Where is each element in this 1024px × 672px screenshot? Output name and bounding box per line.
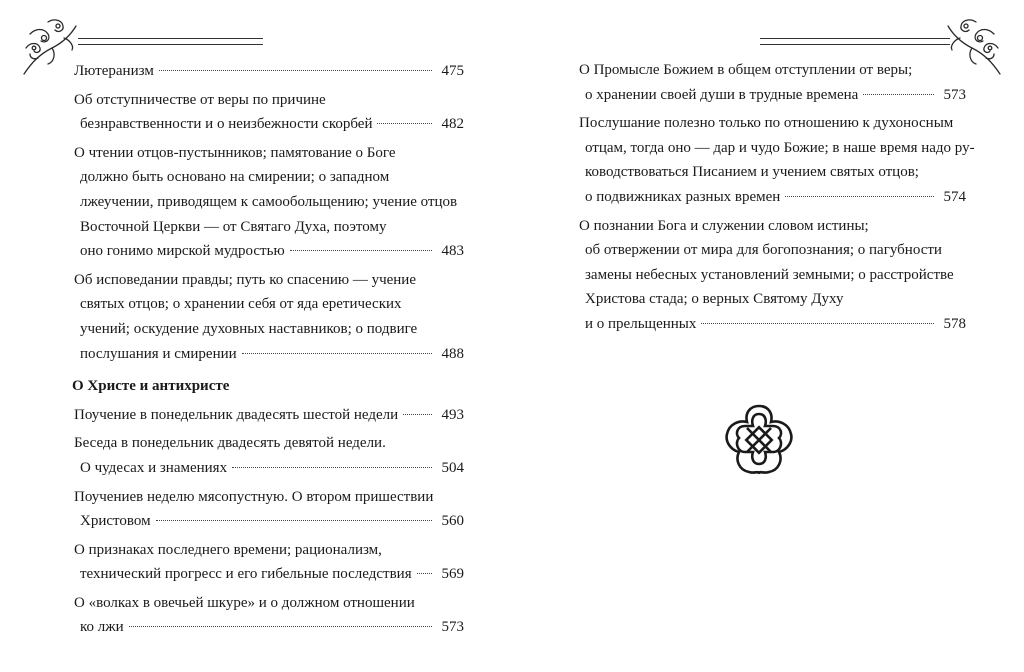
toc-entry[interactable] bbox=[74, 268, 464, 366]
page-number: 560 bbox=[441, 513, 464, 530]
toc-entry-last-line bbox=[74, 509, 464, 534]
dot-leader bbox=[129, 626, 432, 627]
toc-entry[interactable] bbox=[74, 591, 464, 640]
toc-entry-line: О «волках в овечьей шкуре» и о должном отношении bbox=[74, 594, 415, 611]
dot-leader bbox=[785, 196, 933, 197]
toc-entry-line: О познании Бога и служении словом истины; bbox=[579, 217, 869, 234]
toc-entry[interactable] bbox=[74, 538, 464, 587]
dot-leader bbox=[156, 520, 432, 521]
toc-entry-text: технический прогресс и его гибельные последствия bbox=[80, 566, 412, 583]
page-number: 493 bbox=[441, 406, 464, 423]
toc-entry-last-line bbox=[74, 239, 464, 264]
toc-entry-line: Христова стада; о верных Святому Духу bbox=[585, 291, 844, 308]
header-rule bbox=[760, 38, 950, 45]
toc-entry-last-line bbox=[74, 562, 464, 587]
toc-entry-line: Поучениев неделю мясопустную. О втором пришествии bbox=[74, 488, 434, 505]
dot-leader bbox=[863, 94, 933, 95]
section-title: О Христе и антихристе bbox=[72, 378, 230, 395]
toc-entry[interactable] bbox=[74, 59, 464, 84]
toc-entry-last-line bbox=[579, 312, 966, 337]
toc-left bbox=[74, 59, 464, 644]
toc-entry-last-line bbox=[74, 112, 464, 137]
toc-entry-line: Послушание полезно только по отношению к духоносным bbox=[579, 115, 954, 132]
page-number: 482 bbox=[441, 116, 464, 133]
toc-entry-line: святых отцов; о хранении себя от яда еретических bbox=[80, 296, 402, 313]
toc-entry[interactable] bbox=[74, 88, 464, 137]
page-number: 569 bbox=[441, 566, 464, 583]
right-page bbox=[512, 0, 1024, 672]
toc-entry-line: Беседа в понедельник двадесять девятой недели. bbox=[74, 435, 386, 452]
toc-entry-line: замены небесных установлений земными; о расстройстве bbox=[585, 266, 954, 283]
dot-leader bbox=[403, 414, 431, 415]
toc-entry-last-line bbox=[579, 185, 966, 210]
toc-entry-last-line bbox=[74, 615, 464, 640]
dot-leader bbox=[701, 323, 933, 324]
toc-entry-text: О чудесах и знамениях bbox=[80, 459, 228, 476]
toc-entry[interactable] bbox=[74, 485, 464, 534]
page-number: 578 bbox=[943, 315, 966, 332]
toc-entry[interactable] bbox=[74, 403, 464, 428]
toc-entry-line: учений; оскудение духовных наставников; о подвиге bbox=[80, 320, 418, 337]
toc-entry-text: Поучение в понедельник двадесять шестой недели bbox=[74, 406, 399, 423]
toc-entry-text: оно гонимо мирской мудростью bbox=[80, 243, 285, 260]
toc-entry-text: послушания и смирении bbox=[80, 345, 237, 362]
toc-entry-text: и о прельщенных bbox=[585, 315, 697, 332]
dot-leader bbox=[242, 353, 432, 354]
toc-entry[interactable] bbox=[579, 214, 966, 337]
toc-entry-line: О чтении отцов-пустынников; памятование о Боге bbox=[74, 144, 396, 161]
toc-entry-line: Об исповедании правды; путь ко спасению — учение bbox=[74, 271, 416, 288]
toc-entry[interactable] bbox=[74, 141, 464, 264]
dot-leader bbox=[290, 250, 432, 251]
toc-entry-line: О Промысле Божием в общем отступлении от веры; bbox=[579, 62, 913, 78]
page-number: 483 bbox=[441, 243, 464, 260]
toc-entry-line: О признаках последнего времени; рационализм, bbox=[74, 541, 382, 558]
page-number: 504 bbox=[441, 459, 464, 476]
toc-entry-line: об отвержении от мира для богопознания; о пагубности bbox=[585, 242, 942, 259]
page-number: 573 bbox=[441, 619, 464, 636]
dot-leader bbox=[417, 573, 432, 574]
page-number: 488 bbox=[441, 345, 464, 362]
toc-entry-text: Христовом bbox=[80, 513, 151, 530]
dot-leader bbox=[377, 123, 431, 124]
toc-entry-last-line bbox=[74, 342, 464, 367]
toc-entry-line: отцам, тогда оно — дар и чудо Божие; в наше время надо ру- bbox=[585, 139, 975, 156]
toc-entry-text: безнравственности и о неизбежности скорбей bbox=[80, 116, 373, 133]
toc-entry-line: Восточной Церкви — от Святаго Духа, поэтому bbox=[80, 218, 387, 235]
toc-entry-line: ководствоваться Писанием и учением святых отцов; bbox=[585, 164, 919, 181]
toc-entry-last-line bbox=[74, 403, 464, 428]
toc-entry-text: о хранении своей души в трудные времена bbox=[585, 86, 859, 103]
toc-entry[interactable] bbox=[74, 431, 464, 480]
toc-right bbox=[579, 58, 975, 341]
page-number: 574 bbox=[943, 188, 966, 205]
toc-entry[interactable] bbox=[579, 58, 966, 107]
toc-entry-line: должно быть основано на смирении; о западном bbox=[80, 169, 390, 186]
toc-entry-text: ко лжи bbox=[80, 619, 124, 636]
toc-entry-line: лжеучении, приводящем к самообольщению; учение отцов bbox=[80, 193, 458, 210]
floral-corner-ornament-icon bbox=[18, 14, 82, 80]
toc-entry-last-line bbox=[74, 456, 464, 481]
page-number: 573 bbox=[943, 86, 966, 103]
header-rule bbox=[78, 38, 263, 45]
toc-entry-last-line bbox=[74, 59, 464, 84]
toc-entry-text: Лютеранизм bbox=[74, 63, 154, 79]
page-number: 475 bbox=[441, 63, 464, 79]
celtic-knot-icon bbox=[721, 402, 797, 478]
toc-entry-text: о подвижниках разных времен bbox=[585, 188, 781, 205]
toc-entry[interactable] bbox=[579, 111, 975, 209]
toc-entry-last-line bbox=[579, 83, 966, 108]
dot-leader bbox=[159, 70, 432, 71]
toc-entry-line: Об отступничестве от веры по причине bbox=[74, 91, 326, 108]
dot-leader bbox=[232, 467, 431, 468]
